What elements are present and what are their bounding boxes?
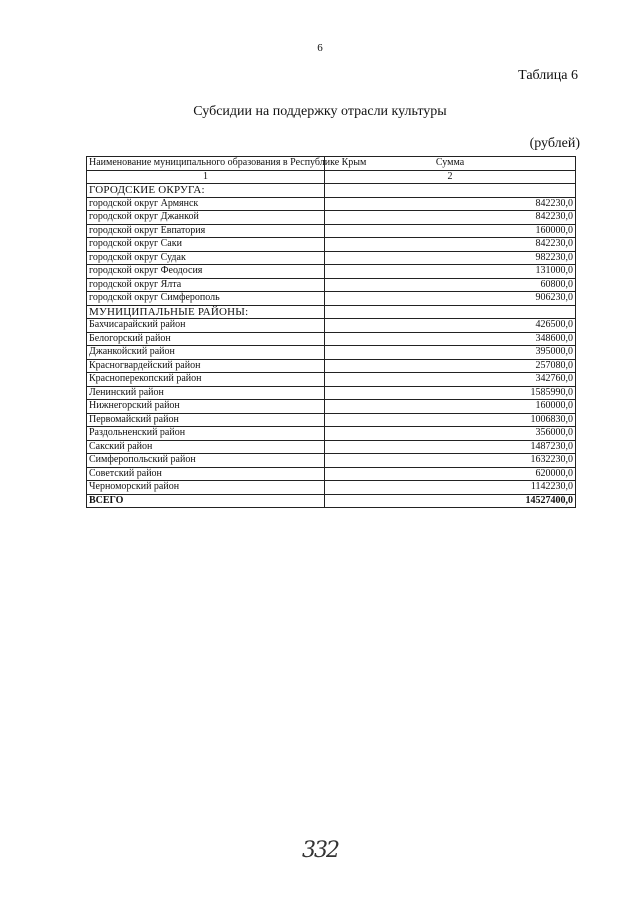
row-name: Советский район [87,467,325,481]
row-amount: 982230,0 [325,251,576,265]
table-row [87,427,576,441]
row-amount: 60800,0 [325,278,576,292]
table-row [87,386,576,400]
units-label: (рублей) [529,136,580,151]
row-name: Белогорский район [87,332,325,346]
row-name: Джанкойский район [87,346,325,360]
row-amount: 906230,0 [325,292,576,306]
total-amount: 14527400,0 [325,494,576,508]
section-empty-cell [325,184,576,198]
header-name: Наименование муниципального образования в Республике Крым [87,157,325,171]
table-label: Таблица 6 [518,68,578,83]
row-name: Сакский район [87,440,325,454]
row-amount: 620000,0 [325,467,576,481]
row-amount: 257080,0 [325,359,576,373]
row-name: Симферопольский район [87,454,325,468]
total-label: ВСЕГО [87,494,325,508]
row-amount: 348600,0 [325,332,576,346]
table-row [87,292,576,306]
row-name: городской округ Симферополь [87,292,325,306]
table-row [87,224,576,238]
table-row [87,413,576,427]
header-sum: Сумма [325,157,576,171]
row-amount: 842230,0 [325,197,576,211]
row-name: городской округ Саки [87,238,325,252]
table-row [87,481,576,495]
row-amount: 356000,0 [325,427,576,441]
section-row-cities [87,184,576,198]
section-title-districts: МУНИЦИПАЛЬНЫЕ РАЙОНЫ: [87,305,325,319]
row-amount: 1487230,0 [325,440,576,454]
total-row [87,494,576,508]
table-row [87,251,576,265]
row-amount: 1142230,0 [325,481,576,495]
document-title: Субсидии на поддержку отрасли культуры [193,104,447,119]
table-row [87,454,576,468]
row-name: Бахчисарайский район [87,319,325,333]
table-row [87,332,576,346]
row-name: Черноморский район [87,481,325,495]
row-name: Красногвардейский район [87,359,325,373]
row-amount: 842230,0 [325,238,576,252]
row-name: городской округ Судак [87,251,325,265]
table-row [87,238,576,252]
row-amount: 1006830,0 [325,413,576,427]
section-empty-cell [325,305,576,319]
table-row [87,197,576,211]
row-amount: 1585990,0 [325,386,576,400]
page-number: 6 [317,42,323,54]
row-amount: 160000,0 [325,400,576,414]
table-row [87,359,576,373]
table-row [87,440,576,454]
row-name: Раздольненский район [87,427,325,441]
row-amount: 160000,0 [325,224,576,238]
section-title-cities: ГОРОДСКИЕ ОКРУГА: [87,184,325,198]
table-row [87,319,576,333]
row-amount: 1632230,0 [325,454,576,468]
row-amount: 342760,0 [325,373,576,387]
row-amount: 395000,0 [325,346,576,360]
table-row [87,467,576,481]
row-name: Ленинский район [87,386,325,400]
section-row-districts [87,305,576,319]
column-number-2: 2 [325,170,576,184]
table-column-number-row [87,170,576,184]
row-name: городской округ Ялта [87,278,325,292]
row-amount: 426500,0 [325,319,576,333]
row-name: городской округ Армянск [87,197,325,211]
row-name: Первомайский район [87,413,325,427]
row-amount: 131000,0 [325,265,576,279]
table-row [87,265,576,279]
row-name: городской округ Феодосия [87,265,325,279]
row-name: Красноперекопский район [87,373,325,387]
column-number-1: 1 [87,170,325,184]
row-name: Нижнегорский район [87,400,325,414]
row-name: городской округ Евпатория [87,224,325,238]
table-row [87,278,576,292]
row-amount: 842230,0 [325,211,576,225]
table-row [87,346,576,360]
table-row [87,373,576,387]
table-header-row [87,157,576,171]
handwritten-page-mark: 332 [302,838,338,863]
table-row [87,400,576,414]
table-row [87,211,576,225]
row-name: городской округ Джанкой [87,211,325,225]
subsidies-table [86,156,576,508]
